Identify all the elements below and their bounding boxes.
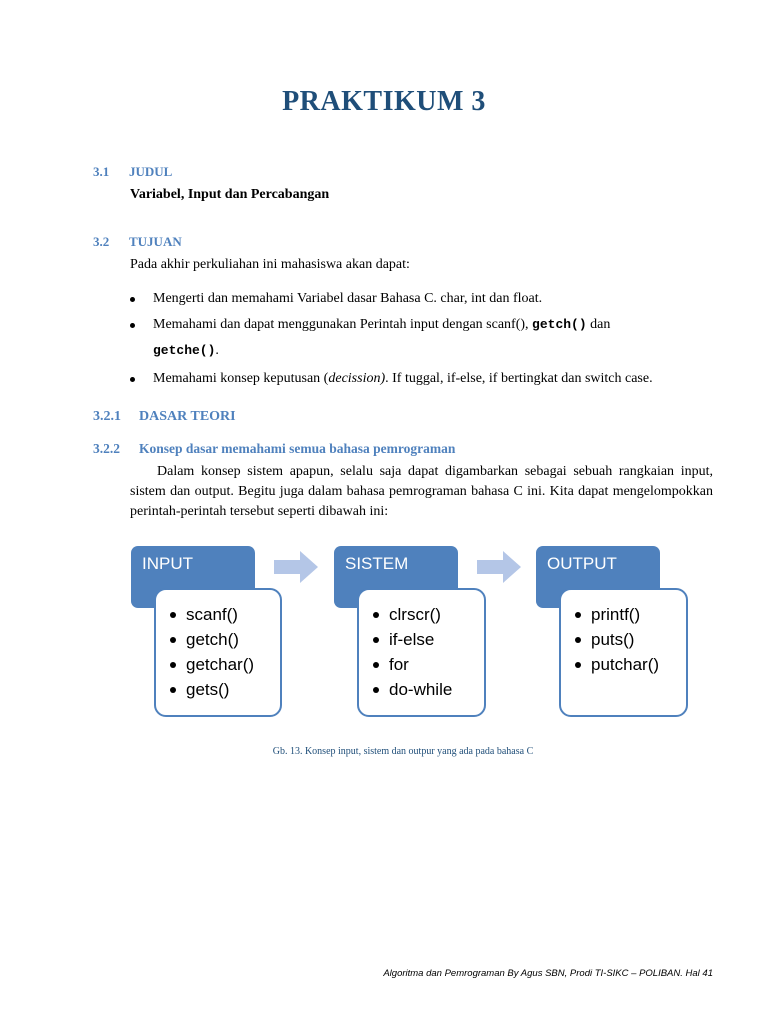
output-label: OUTPUT: [547, 554, 617, 573]
bullet-icon: [373, 687, 379, 693]
bullet-icon: [170, 637, 176, 643]
section-31-number: 3.1: [93, 164, 110, 179]
objective-text: .: [215, 343, 219, 358]
list-item: [170, 602, 280, 627]
bullet-icon: [130, 297, 135, 302]
bullet-icon: [170, 662, 176, 668]
list-item-text: getch(): [186, 630, 239, 649]
section-322-title: Konsep dasar memahami semua bahasa pemrograman: [139, 441, 456, 456]
objective-item-3: [130, 366, 720, 392]
bullet-icon: [373, 612, 379, 618]
objective-text: Mengerti dan memahami Variabel dasar Bahasa C. char, int dan float.: [153, 291, 543, 306]
list-item: [170, 652, 280, 677]
bullet-icon: [373, 662, 379, 668]
list-item-text: scanf(): [186, 605, 238, 624]
bullet-icon: [575, 662, 581, 668]
list-item: [575, 602, 686, 627]
bullet-icon: [575, 612, 581, 618]
list-item-text: for: [389, 655, 409, 674]
section-31-title: JUDUL: [129, 164, 173, 179]
list-item-text: gets(): [186, 680, 230, 699]
list-item: [373, 652, 484, 677]
list-item: [575, 652, 686, 677]
arrow-right-icon: [477, 551, 521, 583]
objective-text: Memahami konsep keputusan (: [153, 371, 329, 386]
section-31-content: Variabel, Input dan Percabangan: [130, 187, 330, 202]
page-title: PRAKTIKUM 3: [282, 86, 486, 117]
section-32-intro: Pada akhir perkuliahan ini mahasiswa akan dapat:: [130, 257, 410, 272]
list-item-text: clrscr(): [389, 605, 441, 624]
sistem-label: SISTEM: [345, 554, 409, 573]
code-getch: getch(): [532, 317, 587, 332]
section-321-number: 3.2.1: [93, 409, 121, 424]
bullet-icon: [170, 612, 176, 618]
list-item-text: do-while: [389, 680, 453, 699]
input-label: INPUT: [142, 554, 193, 573]
section-31-heading: [93, 164, 172, 180]
objective-item-2: [130, 312, 720, 364]
figure-caption: Gb. 13. Konsep input, sistem dan outpur yang ada pada bahasa C: [272, 746, 534, 757]
objectives-list: [130, 286, 720, 392]
arrow-right-icon: [274, 551, 318, 583]
list-item-text: puts(): [591, 630, 635, 649]
bullet-icon: [373, 637, 379, 643]
section-32-number: 3.2: [93, 234, 110, 249]
section-32-heading: [93, 234, 182, 250]
list-item: [170, 627, 280, 652]
list-item-text: if-else: [389, 630, 435, 649]
list-item-text: printf(): [591, 605, 641, 624]
objective-text: . If tuggal, if-else, if bertingkat dan switch case.: [385, 371, 653, 386]
objective-text: Memahami dan dapat menggunakan Perintah input dengan scanf(),: [153, 317, 533, 332]
section-321-heading: [93, 409, 236, 425]
objective-item-1: [130, 286, 720, 312]
list-item-text: putchar(): [591, 655, 660, 674]
paragraph-text: Dalam konsep sistem apapun, selalu saja dapat digambarkan sebagai sebuah rangkaian input, sistem dan output. Begitu juga dalam bahasa pemrograman bahasa C ini. Kita dapat mengelompokkan perintah-perintah tersebut seperti dibawah ini:: [130, 464, 713, 519]
list-item-text: getchar(): [186, 655, 255, 674]
section-321-title: DASAR TEORI: [139, 409, 236, 424]
bullet-icon: [575, 637, 581, 643]
list-item: [170, 677, 280, 702]
input-list-box: [154, 588, 282, 717]
bullet-icon: [130, 377, 135, 382]
objective-text: dan: [586, 317, 611, 332]
page-footer: Algoritma dan Pemrograman By Agus SBN, Prodi TI-SIKC – POLIBAN. Hal 41: [383, 968, 713, 979]
list-item: [373, 627, 484, 652]
objective-italic: decission): [328, 371, 386, 386]
list-item: [373, 677, 484, 702]
section-322-number: 3.2.2: [93, 441, 120, 456]
body-paragraph: [130, 462, 713, 522]
code-getche: getche(): [153, 343, 216, 358]
section-322-heading: [93, 441, 455, 457]
list-item: [575, 627, 686, 652]
bullet-icon: [130, 323, 135, 328]
bullet-icon: [170, 687, 176, 693]
section-32-title: TUJUAN: [129, 234, 182, 249]
sistem-list-box: [357, 588, 486, 717]
list-item: [373, 602, 484, 627]
output-list-box: [559, 588, 688, 717]
